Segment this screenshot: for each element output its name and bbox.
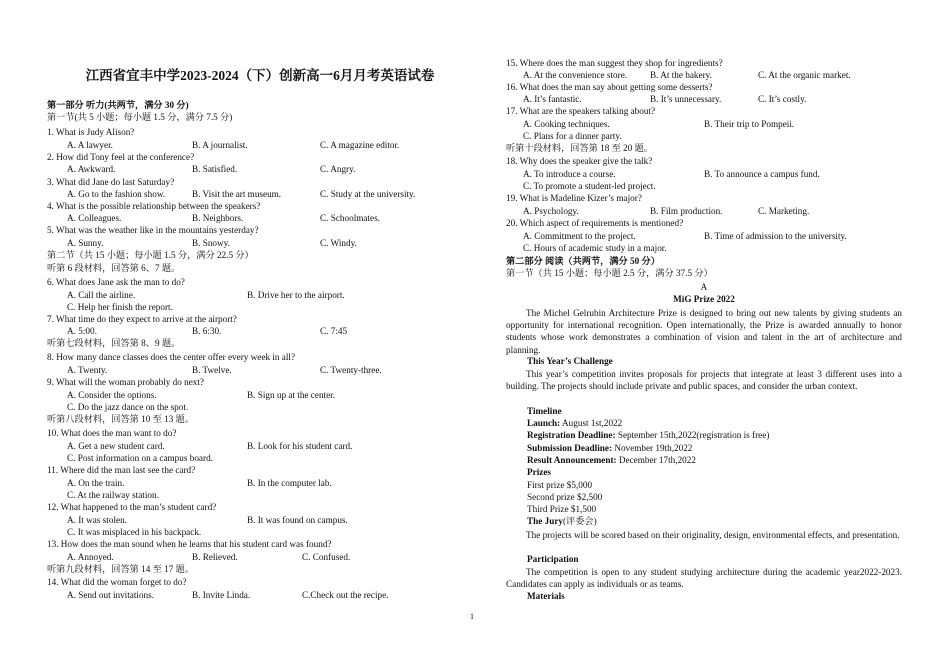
option-c: C. It’s costly. [758,94,807,104]
option-a: A. On the train. [67,478,125,488]
option-a: A. Sunny. [67,238,104,248]
option-a: A. Twenty. [67,365,108,375]
question-17: 17. What are the speakers talking about? [506,106,656,116]
option-a: A. A lawyer. [67,140,113,150]
option-b: B. It’s unnecessary. [650,94,722,104]
option-a: A. Commitment to the project. [523,231,636,241]
passage-paragraph-2: This year’s competition invites proposals for projects that integrate at least 3 different uses into a building. The projects should include private and public spaces, and consider the urban context. [506,369,902,392]
option-b: B. Snowy. [192,238,230,248]
question-6-option-c: C. Help her finish the report. [67,302,173,312]
materials-heading: Materials [527,591,565,601]
option-c: C. 7:45 [320,326,348,336]
jury-note: (评委会) [563,516,597,526]
timeline-heading: Timeline [527,406,562,416]
question-13: 13. How does the man sound when he learns that his student card was found? [47,539,332,549]
option-b: B. Relieved. [192,552,238,562]
option-b: B. In the computer lab. [247,478,332,488]
option-b: B. Sign up at the center. [247,390,336,400]
question-9-option-c: C. Do the jazz dance on the spot. [67,402,189,412]
jury-heading [527,516,597,527]
timeline-launch [527,418,622,429]
prizes-heading: Prizes [527,467,551,477]
option-b: B. Neighbors. [192,213,244,223]
passage-paragraph-3: The projects will be scored based on their originality, design, environmental effects, and presentation. [526,530,900,540]
option-a: A. Call the airline. [67,290,136,300]
option-c: C.Check out the recipe. [302,590,389,600]
option-a: A. Send out invitations. [67,590,155,600]
option-b: B. Film production. [650,206,723,216]
result-label: Result Announcement: [527,455,617,465]
option-c: C. Angry. [320,164,356,174]
question-9: 9. What will the woman probably do next? [47,377,205,387]
option-a: A. It was stolen. [67,515,127,525]
registration-label: Registration Deadline: [527,430,616,440]
material-10-instruction: 听第十段材料，回答第 18 至 20 题。 [506,143,653,153]
material-9-instruction: 听第九段材料，回答第 14 至 17 题。 [47,564,194,574]
passage-paragraph-1: The Michel Gelrubin Architecture Prize is designed to bring out new talents by giving students an opportunity for international recognition. Open internationally, the Prize is awarded annually to honor students whose work demonstrates a combination of vision and talent in the art of architecture and planning. [506,308,902,355]
page-number: 1 [470,612,474,621]
question-2: 2. How did Tony feel at the conference? [47,152,195,162]
option-b: B. A journalist. [192,140,248,150]
question-6: 6. What does Jane ask the man to do? [47,277,185,287]
option-a: A. Annoyed. [67,552,114,562]
submission-date: November 19th,2022 [612,443,693,453]
question-17-option-c: C. Plans for a dinner party. [523,131,622,141]
option-b: B. To announce a campus fund. [704,169,820,179]
option-a: A. Awkward. [67,164,116,174]
option-a: A. It’s fantastic. [523,94,582,104]
option-a: A. At the convenience store. [523,70,628,80]
option-a: A. To introduce a course. [523,169,616,179]
option-b: B. Visit the art museum. [192,189,282,199]
second-prize: Second prize $2,500 [527,492,603,502]
third-prize: Third Prize $1,500 [527,504,597,514]
submission-label: Submission Deadline: [527,443,613,453]
option-c: C. Study at the university. [320,189,416,199]
option-a: A. Cooking techniques. [523,119,610,129]
section2-heading: 第二节（共 15 小题；每小题 1.5 分，满分 22.5 分） [47,250,254,260]
option-b: B. Drive her to the airport. [247,290,345,300]
exam-title: 江西省宜丰中学2023-2024（下）创新高一6月月考英语试卷 [85,68,435,83]
option-a: A. Get a new student card. [67,441,165,451]
option-b: B. Their trip to Pompeii. [704,119,795,129]
question-5: 5. What was the weather like in the mountains yesterday? [47,225,259,235]
option-c: C. Marketing. [758,206,810,216]
passage-paragraph-4: The competition is open to any student studying architecture during the academic year2022-2023. Candidates can apply as individuals or as teams. [506,567,902,590]
question-14: 14. What did the woman forget to do? [47,577,187,587]
part2-heading: 第二部分 阅读（共两节，满分 50 分） [506,256,660,266]
option-c: C. A magazine editor. [320,140,400,150]
option-c: C. Schoolmates. [320,213,380,223]
result-date: December 17th,2022 [616,455,696,465]
question-18-option-c: C. To promote a student-led project. [523,181,656,191]
option-b: B. Time of admission to the university. [704,231,847,241]
question-11: 11. Where did the man last see the card? [47,465,196,475]
option-b: B. Look for his student card. [247,441,353,451]
question-15: 15. Where does the man suggest they shop for ingredients? [506,58,723,68]
section1-heading: 第一节(共 5 小题；每小题 1.5 分，满分 7.5 分) [47,112,233,122]
option-b: B. It was found on campus. [247,515,348,525]
registration-date: September 15th,2022(registration is free) [615,430,770,440]
launch-label: Launch: [527,418,561,428]
option-a: A. Go to the fashion show. [67,189,166,199]
question-20: 20. Which aspect of requirements is mentioned? [506,218,684,228]
question-3: 3. What did Jane do last Saturday? [47,177,175,187]
question-11-option-c: C. At the railway station. [67,490,159,500]
option-a: A. Psychology. [523,206,579,216]
question-10: 10. What does the man want to do? [47,428,177,438]
launch-date: August 1st,2022 [560,418,623,428]
jury-label: The Jury [527,516,563,526]
question-1: 1. What is Judy Alison? [47,127,135,137]
question-12: 12. What happened to the man’s student card? [47,502,217,512]
option-b: B. Twelve. [192,365,232,375]
option-b: B. Invite Linda. [192,590,251,600]
option-a: A. Consider the options. [67,390,157,400]
option-a: A. 5:00. [67,326,97,336]
challenge-heading: This Year’s Challenge [527,356,613,366]
material-6-instruction: 听第 6 段材料，回答第 6、7 题。 [47,263,181,273]
material-8-instruction: 听第八段材料，回答第 10 至 13 题。 [47,414,194,424]
option-b: B. At the bakery. [650,70,712,80]
option-c: C. Twenty-three. [320,365,382,375]
question-19: 19. What is Madeline Kizer’s major? [506,193,642,203]
timeline-registration [527,430,769,441]
option-a: A. Colleagues. [67,213,122,223]
part1-heading: 第一部分 听力(共两节，满分 30 分) [47,100,189,110]
question-10-option-c: C. Post information on a campus board. [67,453,213,463]
option-b: B. 6:30. [192,326,222,336]
participation-heading: Participation [527,554,579,564]
question-7: 7. What time do they expect to arrive at the airport? [47,314,237,324]
question-8: 8. How many dance classes does the center offer every week in all? [47,352,296,362]
question-4: 4. What is the possible relationship between the speakers? [47,201,261,211]
timeline-result [527,455,696,466]
part2-section1-heading: 第一节（共 15 小题；每小题 2.5 分，满分 37.5 分） [506,268,713,278]
option-c: C. Windy. [320,238,357,248]
question-18: 18. Why does the speaker give the talk? [506,156,653,166]
question-20-option-c: C. Hours of academic study in a major. [523,243,667,253]
material-7-instruction: 听第七段材料，回答第 8、9 题。 [47,338,181,348]
option-b: B. Satisfied. [192,164,238,174]
question-16: 16. What does the man say about getting some desserts? [506,82,713,92]
question-12-option-c: C. It was misplaced in his backpack. [67,527,202,537]
option-c: C. Confused. [302,552,351,562]
passage-letter: A [700,282,708,292]
first-prize: First prize $5,000 [527,480,593,490]
timeline-submission [527,443,692,454]
passage-title: MiG Prize 2022 [673,294,735,304]
option-c: C. At the organic market. [758,70,851,80]
